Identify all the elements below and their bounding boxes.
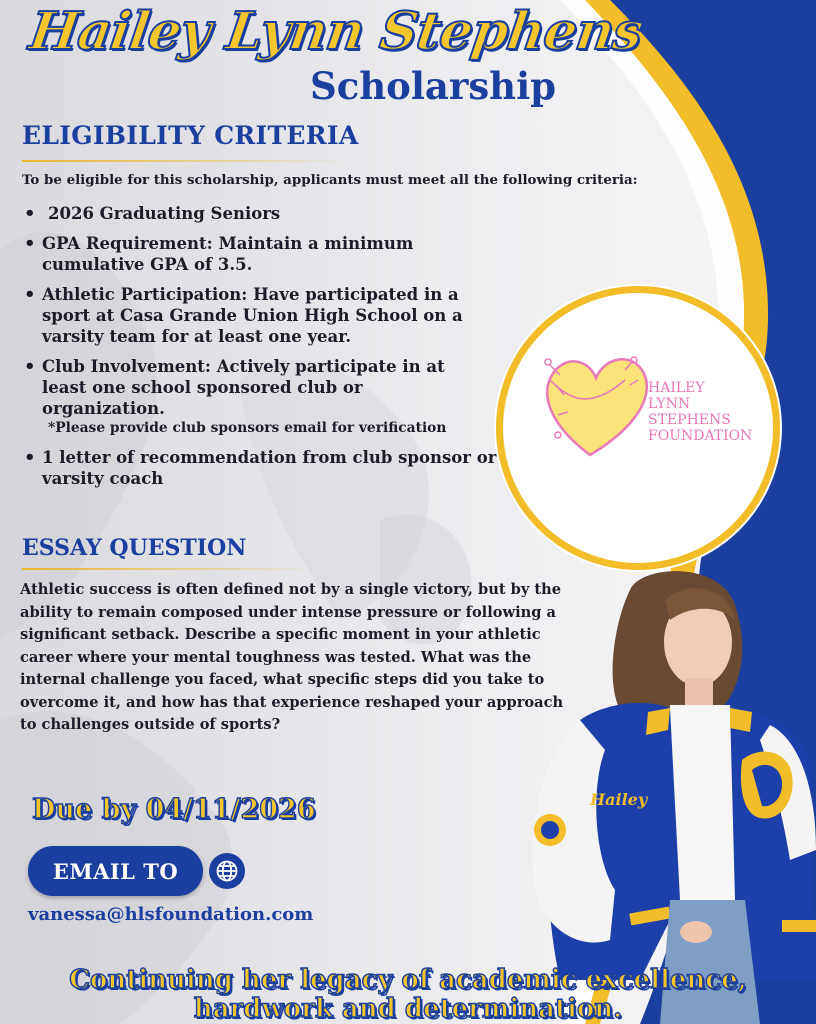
criteria-item-text: • Club Involvement: Actively participate in at least one school sponsored club or organization.: [42, 357, 445, 418]
criteria-item-text: Athletic Participation: Have participated in a sport at Casa Grande Union High School on a varsity team for at least one year.: [42, 285, 463, 346]
criteria-item: [22, 284, 492, 347]
student-photo: [520, 560, 816, 1024]
logo-line: HAILEY: [648, 380, 705, 396]
criteria-item-note: *Please provide club sponsors email for verification: [48, 420, 447, 436]
globe-icon[interactable]: [209, 853, 245, 889]
logo-line: STEPHENS: [648, 412, 731, 428]
jacket-name: Hailey: [590, 790, 648, 809]
criteria-item: [22, 447, 502, 489]
logo-line: FOUNDATION: [648, 428, 753, 444]
scholarship-subtitle: Scholarship: [310, 64, 557, 108]
logo-line: LYNN: [648, 396, 691, 412]
eligibility-divider: [22, 160, 352, 162]
criteria-item-text: 2026 Graduating Seniors: [48, 204, 281, 223]
eligibility-intro: To be eligible for this scholarship, applicants must meet all the following criteria:: [22, 172, 638, 188]
criteria-item-text: 1 letter of recommendation from club sponsor or varsity coach: [42, 448, 497, 488]
foundation-logo: [530, 340, 760, 470]
essay-heading: ESSAY QUESTION: [22, 535, 247, 561]
deadline: Due by 04/11/2026: [32, 794, 316, 825]
criteria-item: [22, 356, 482, 437]
criteria-list: [22, 203, 512, 498]
essay-question-text: Athletic success is often defined not by a single victory, but by the ability to remain composed under intense pressure or following a significant setback. Describe a specific moment in your athletic career where your mental toughness was tested. What was the internal challenge you faced, what specific steps did you take to overcome it, and how has that experience reshaped your approach to challenges outside of sports?: [20, 581, 564, 733]
criteria-item: [22, 203, 512, 224]
email-to-button[interactable]: EMAIL TO: [28, 846, 203, 896]
eligibility-heading: ELIGIBILITY CRITERIA: [22, 121, 359, 150]
criteria-item: [22, 233, 452, 275]
essay-divider: [22, 568, 322, 570]
scholarship-name-title: Hailey Lynn Stephens: [25, 1, 646, 62]
criteria-item-text: GPA Requirement: Maintain a minimum cumulative GPA of 3.5.: [42, 234, 414, 274]
tagline: Continuing her legacy of academic excellence, hardwork and determination.: [69, 965, 747, 1024]
contact-email-link[interactable]: vanessa@hlsfoundation.com: [28, 904, 314, 925]
